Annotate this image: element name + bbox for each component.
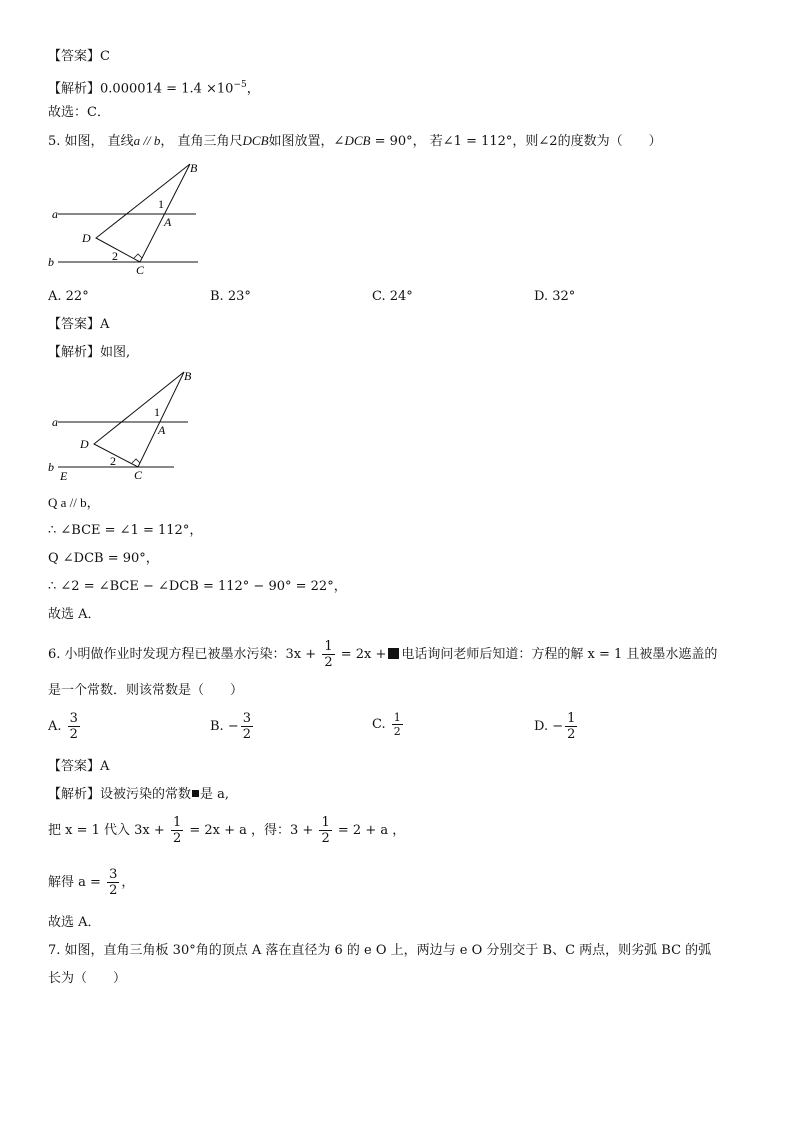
q6-sub-part2: = 2x + a ，得：3 + [189,823,314,838]
q6-stem-frac-den: 2 [324,655,333,670]
q5-stem-angle: DCB [344,133,371,148]
q5-option-b: B. 23° [210,289,251,304]
fig1-label-A: A [164,215,172,229]
q6-sub-part1: 把 x = 1 代入 3x + [48,823,165,838]
fig1-label-a: a [52,207,58,221]
q6-option-b-label: B. − [210,719,239,734]
q6-option-b [210,712,255,741]
q6-option-d-num: 1 [567,711,576,726]
q6-sub-frac2 [319,816,331,845]
q6-option-c [372,712,405,737]
q6-analysis [48,786,229,804]
fig2-label-a: a [52,415,58,429]
q6-stem-line2: 是一个常数．则该常数是（ ） [48,683,244,698]
q5-step-3: Q ∠DCB = 90°， [48,551,159,566]
fig1-label-D: D [82,231,91,245]
q5-conclusion: 故选 A． [48,607,101,622]
q6-option-b-den: 2 [242,727,251,742]
q5-stem-triangle: DCB [242,133,269,148]
q5-option-d: D. 32° [534,289,576,304]
q6-sub-frac1-den: 2 [172,831,182,846]
q6-option-a [48,712,82,741]
q6-option-b-frac [241,712,253,741]
q5-stem-parallel: a // b [133,133,161,148]
q6-solve-part1: 解得 a = [48,875,101,890]
q7-stem-line1: 7. 如图，直角三角板 30°角的顶点 A 落在直径为 6 的 e O 上，两边与 e O 分别交于 B、C 两点，则劣弧 BC 的弧 [48,943,712,958]
q6-sub-frac2-num: 1 [321,815,330,830]
fig1-label-1: 1 [158,197,164,211]
q5-option-c: C. 24° [372,289,413,304]
ink-blot-icon [388,648,399,659]
q6-sub-part3: = 2 + a ， [337,823,406,838]
q6-analysis-part1: 【解析】设被污染的常数 [48,787,192,802]
q4-answer: 【答案】C [48,49,110,64]
q6-sub-frac1-num: 1 [172,815,182,830]
q4-conclusion: 故选：C． [48,105,110,120]
q6-sub-frac2-den: 2 [321,831,330,846]
q6-analysis-part2: 是 a, [200,787,230,802]
q6-option-c-num: 1 [393,711,401,724]
q6-stem-part1: 6. 小明做作业时发现方程已被墨水污染：3x + [48,647,317,662]
q5-analysis: 【解析】如图, [48,345,131,360]
q5-answer: 【答案】A [48,317,110,332]
fig1-label-2: 2 [112,249,118,263]
q6-solve-frac [107,868,119,897]
q6-option-d-label: D. − [534,719,564,734]
q5-stem-part1: 5. 如图， 直线 [48,134,134,149]
q6-solution [48,866,134,900]
q4-analysis-tail: ， [246,81,260,97]
fig2-label-2: 2 [110,454,116,468]
q5-step-2: ∴ ∠BCE = ∠1 = 112°， [48,523,203,538]
q4-analysis-exponent: −5 [233,80,247,90]
q5-option-a: A. 22° [48,289,89,304]
ink-blot-small-icon [192,790,199,797]
q5-analysis-figure [44,368,214,486]
q6-conclusion: 故选 A． [48,915,101,930]
q6-option-c-den: 2 [393,725,401,738]
q6-solve-tail: ， [121,875,135,890]
q5-step-1: Q a // b， [48,495,100,510]
q5-stem-part2: ， 直角三角尺 [160,134,243,149]
q6-sub-frac1 [171,816,183,845]
q6-option-d-den: 2 [567,727,576,742]
q6-option-d-frac [565,712,577,741]
q6-stem-frac-num: 1 [324,639,333,654]
q5-stem [48,132,662,151]
q5-step-4: ∴ ∠2 = ∠BCE − ∠DCB = 112° − 90° = 22°， [48,579,347,594]
fig2-label-D: D [80,437,89,451]
q6-option-d [534,712,579,741]
q6-option-c-label: C. [372,717,386,732]
q6-stem-part3: 电话询问老师后知道：方程的解 x = 1 且被墨水遮盖的 [401,647,718,662]
q5-stem-part3: 如图放置，∠ [268,134,345,149]
q6-substitution [48,814,405,848]
q6-option-a-frac [68,712,80,741]
q6-option-a-num: 3 [69,711,78,726]
q4-analysis-label: 【解析】 [48,81,101,97]
q6-option-c-frac [392,712,403,737]
q4-analysis [48,76,260,98]
q6-stem-part2: = 2x + [340,647,387,662]
q7-stem-line2: 长为（ ） [48,971,127,986]
q6-solve-den: 2 [109,883,118,898]
fig2-label-1: 1 [154,405,160,419]
q5-figure [44,158,214,280]
fig2-label-A: A [158,423,166,437]
q6-option-b-num: 3 [242,711,251,726]
q6-stem-fraction [322,640,334,669]
q4-analysis-expr: 0.000014 = 1.4 ×10 [100,81,234,97]
fig1-label-b: b [48,255,54,269]
fig2-label-B: B [184,369,192,383]
fig2-label-C: C [134,468,143,482]
fig2-label-E: E [60,469,68,483]
q6-stem-line1 [48,638,717,672]
fig1-label-C: C [136,263,145,277]
q6-answer: 【答案】A [48,759,110,774]
fig2-label-b: b [48,460,54,474]
q6-solve-num: 3 [109,867,118,882]
q6-option-a-label: A. [48,719,62,734]
q6-option-a-den: 2 [69,727,78,742]
fig1-label-B: B [190,161,198,175]
q5-stem-part4: = 90°， 若∠1 = 112°，则∠2的度数为（ ） [370,134,662,149]
